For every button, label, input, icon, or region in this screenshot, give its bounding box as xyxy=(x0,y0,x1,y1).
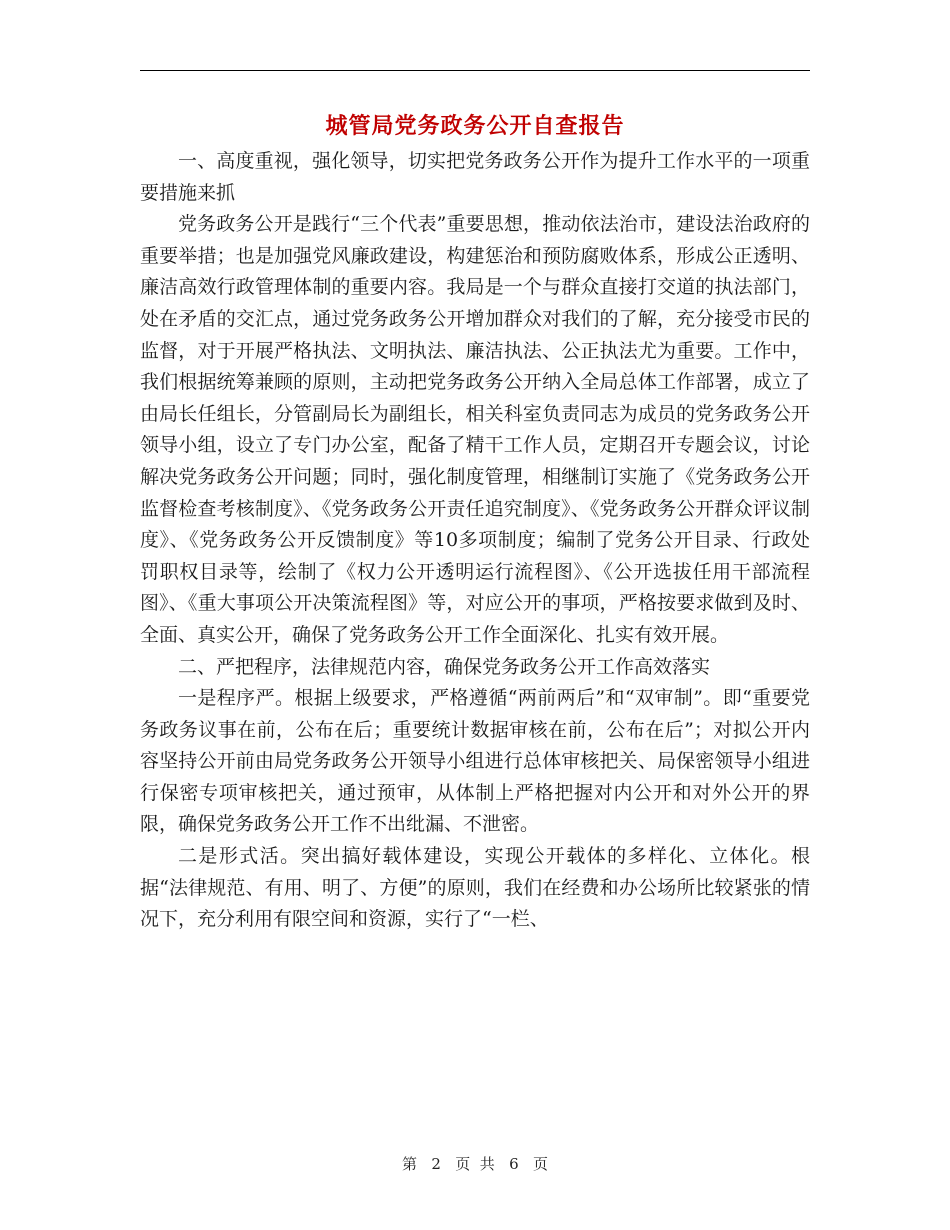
document-title: 城管局党务政务公开自查报告 xyxy=(325,113,625,139)
paragraph-procedure: 一是程序严。根据上级要求，严格遵循“两前两后”和“双审制”。即“重要党务政务议事在前，公布在后；重要统计数据审核在前，公布在后”；对拟公开内容坚持公开前由局党务政务公开领导小组进行总体审核把关、局保密领导小组进行保密专项审核把关，通过预审，从体制上严格把握对内公开和对外公开的界限，确保党务政务公开工作不出纰漏、不泄密。 xyxy=(140,687,810,836)
footer-prefix: 第 xyxy=(401,1155,417,1173)
paragraph-format: 二是形式活。突出搞好载体建设，实现公开载体的多样化、立体化。根据“法律规范、有用、明了、方便”的原则，我们在经费和办公场所比较紧张的情况下，充分利用有限空间和资源，实行了“一栏、 xyxy=(140,845,810,931)
document-body xyxy=(140,146,810,936)
page-footer xyxy=(0,1153,950,1174)
paragraph-section-1-body: 党务政务公开是践行“三个代表”重要思想，推动依法治市，建设法治政府的重要举措；也是加强党风廉政建设，构建惩治和预防腐败体系，形成公正透明、廉洁高效行政管理体制的重要内容。我局是一个与群众直接打交道的执法部门，处在矛盾的交汇点，通过党务政务公开增加群众对我们的了解，充分接受市民的监督，对于开展严格执法、文明执法、廉洁执法、公正执法尤为重要。工作中，我们根据统筹兼顾的原则，主动把党务政务公开纳入全局总体工作部署，成立了由局长任组长，分管副局长为副组长，相关科室负责同志为成员的党务政务公开领导小组，设立了专门办公室，配备了精干工作人员，定期召开专题会议，讨论解决党务政务公开问题；同时，强化制度管理，相继制订实施了《党务政务公开监督检查考核制度》、《党务政务公开责任追究制度》、《党务政务公开群众评议制度》、《党务政务公开反馈制度》等10多项制度；编制了党务公开目录、行政处罚职权目录等，绘制了《权力公开透明运行流程图》、《公开选拔任用干部流程图》、《重大事项公开决策流程图》等，对应公开的事项，严格按要求做到及时、全面、真实公开，确保了党务政务公开工作全面深化、扎实有效开展。 xyxy=(140,213,810,646)
footer-total-pages: 6 xyxy=(509,1155,519,1173)
paragraph-section-1-heading: 一、高度重视，强化领导，切实把党务政务公开作为提升工作水平的一项重要措施来抓 xyxy=(140,150,810,204)
footer-page-number: 2 xyxy=(431,1155,441,1173)
paragraph-section-2-heading: 二、严把程序，法律规范内容，确保党务政务公开工作高效落实 xyxy=(178,655,711,678)
footer-suffix: 页 xyxy=(533,1155,549,1173)
header-rule xyxy=(140,70,810,71)
footer-middle: 页 共 xyxy=(455,1155,495,1173)
